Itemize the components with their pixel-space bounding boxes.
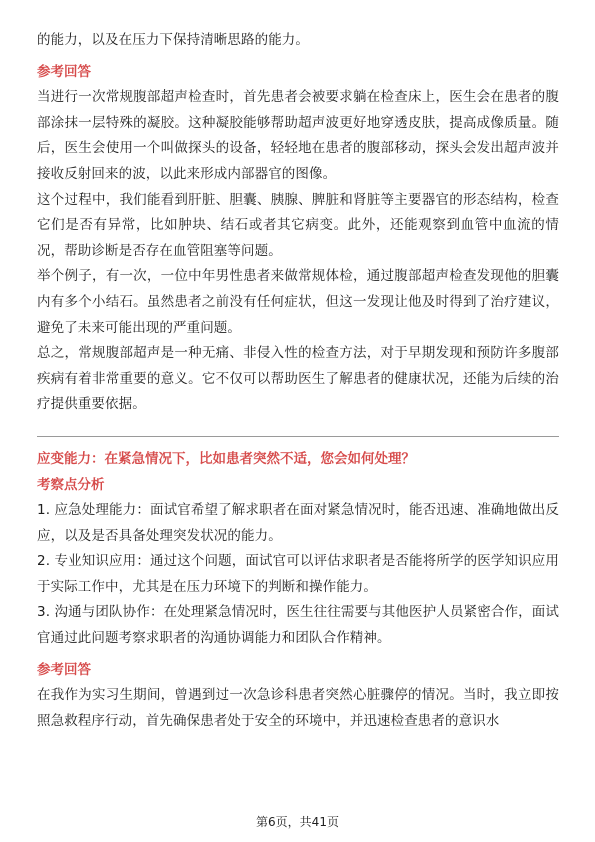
analysis-label: 考察点分析 <box>37 476 105 493</box>
answer-paragraph: 举个例子，有一次，一位中年男性患者来做常规体检，通过腹部超声检查发现他的胆囊内有多个小结石。虽然患者之前没有任何症状，但这一发现让他及时得到了治疗建议，避免了未来可能出现的严重问题。 <box>37 268 559 336</box>
reference-answer-label: 参考回答 <box>37 63 91 80</box>
answer-paragraph: 当进行一次常规腹部超声检查时，首先患者会被要求躺在检查床上，医生会在患者的腹部涂抹一层特殊的凝胶。这种凝胶能够帮助超声波更好地穿透皮肤，提高成像质量。随后，医生会使用一个叫做探头的设备，轻轻地在患者的腹部移动，探头会发出超声波并接收反射回来的波，以此来形成内部器官的图像。 <box>37 89 559 182</box>
intro-line: 的能力，以及在压力下保持清晰思路的能力。 <box>37 32 309 48</box>
page-footer: 第6页，共41页 <box>256 815 339 829</box>
analysis-item: 3. 沟通与团队协作：在处理紧急情况时，医生往往需要与其他医护人员紧密合作，面试官通过此问题考察求职者的沟通协调能力和团队合作精神。 <box>37 604 559 647</box>
reference-answer-label: 参考回答 <box>37 661 91 678</box>
analysis-item: 1. 应急处理能力：面试官希望了解求职者在面对紧急情况时，能否迅速、准确地做出反应，以及是否具备处理突发状况的能力。 <box>37 502 559 544</box>
section-divider <box>37 436 559 437</box>
answer-paragraph: 在我作为实习生期间，曾遇到过一次急诊科患者突然心脏骤停的情况。当时，我立即按照急救程序行动，首先确保患者处于安全的环境中，并迅速检查患者的意识水 <box>37 687 559 729</box>
answer-paragraph: 总之，常规腹部超声是一种无痛、非侵入性的检查方法，对于早期发现和预防许多腹部疾病有着非常重要的意义。它不仅可以帮助医生了解患者的健康状况，还能为后续的治疗提供重要依据。 <box>37 345 559 413</box>
analysis-item: 2. 专业知识应用：通过这个问题，面试官可以评估求职者是否能将所学的医学知识应用于实际工作中，尤其是在压力环境下的判断和操作能力。 <box>37 553 559 595</box>
question-heading: 应变能力：在紧急情况下，比如患者突然不适，您会如何处理？ <box>37 450 415 467</box>
answer-paragraph: 这个过程中，我们能看到肝脏、胆囊、胰腺、脾脏和肾脏等主要器官的形态结构，检查它们是否有异常，比如肿块、结石或者其它病变。此外，还能观察到血管中血流的情况，帮助诊断是否存在血管阻塞等问题。 <box>37 191 559 259</box>
document-page <box>37 28 559 734</box>
